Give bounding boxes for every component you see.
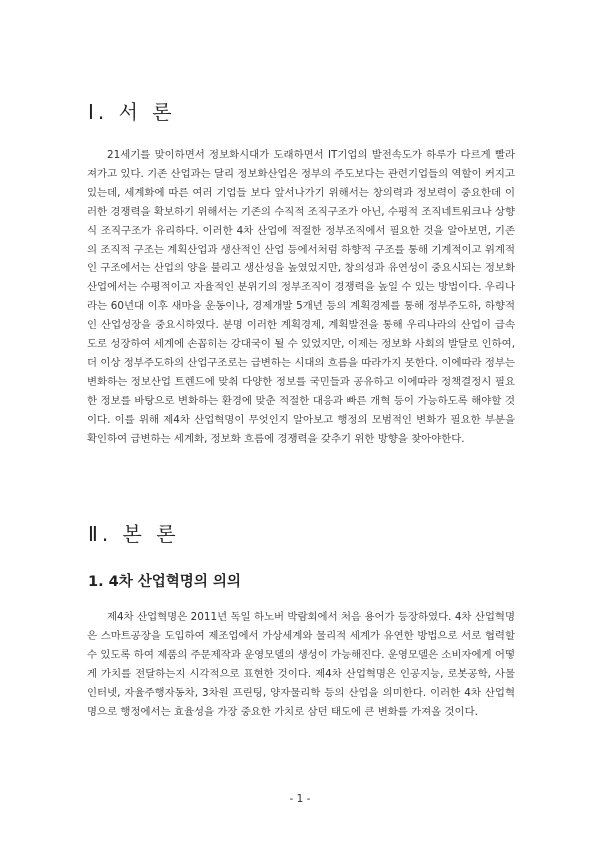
subsection-heading: 1. 4차 산업혁명의 의의 [88, 574, 241, 590]
intro-paragraph: 21세기를 맞이하면서 정보화시대가 도래하면서 IT기업의 발전속도가 하루가 다르게 빨라져가고 있다. 기존 산업과는 달리 정보화산업은 정부의 주도보다는 관련기업들의 역할이 커지고 있는데, 세계화에 따른 여러 기업들 보다 앞서나가기 위해서는 창의력과 정보력이 중요한데 이러한 경쟁력을 확보하기 위해서는 기존의 수직적 조직구조가 아닌, 수평적 조직네트워크나 상향식 조직구조가 유리하다. 이러한 4차 산업에 적절한 정부조직에서 필요한 것을 알아보면, 기존의 조직적 구조는 계획산업과 생산적인 산업 등에서처럼 하향적 구조를 통해 기계적이고 위계적인 구조에서는 산업의 양을 불리고 생산성을 높였었지만, 창의성과 유연성이 중요시되는 정보화산업에서는 수평적이고 자율적인 분위기의 정부조직이 경쟁력을 높일 수 있는 방법이다. 우리나라는 60년대 이후 새마을 운동이나, 경제개발 5개년 등의 계획경제를 통해 정부주도하, 하향적인 산업성장을 중요시하였다. 분명 이러한 계획경제, 계획발전을 통해 우리나라의 산업이 급속도로 성장하여 세계에 손꼽히는 강대국이 될 수 있었지만, 이제는 정보화 사회의 발달로 인하여, 더 이상 정부주도하의 산업구조로는 급변하는 시대의 흐름을 따라가지 못한다. 이에따라 정부는 변화하는 정보산업 트렌드에 맞춰 다양한 정보를 국민들과 공유하고 이에따라 정책결정시 필요한 정보를 바탕으로 변화하는 환경에 맞춘 적절한 대응과 빠른 개혁 등이 가능하도록 해야할 것이다. 이를 위해 제4차 산업혁명이 무엇인지 알아보고 행정의 모범적인 변화가 필요한 부분을 확인하여 급변하는 세계화, 정보화 흐름에 경쟁력을 갖추기 위한 방향을 찾아야한다. [87, 149, 515, 445]
page-number: - 1 - [289, 793, 311, 805]
section-heading-intro: Ⅰ. 서 론 [88, 100, 176, 124]
section-heading-body: Ⅱ. 본 론 [88, 522, 180, 546]
body-paragraph: 제4차 산업혁명은 2011년 독일 하노버 박람회에서 처음 용어가 등장하였다. 4차 산업혁명은 스마트공장을 도입하여 제조업에서 가상세계와 물리적 세계가 유연한 방법으로 서로 협력할 수 있도록 하여 제품의 주문제작과 운영모델의 생성이 가능해진다. 운영모델은 소비자에게 어떻게 가치를 전달하는지 시각적으로 표현한 것이다. 제4차 산업혁명은 인공지능, 로봇공학, 사물인터넷, 자율주행자동차, 3차원 프린팅, 양자물리학 등의 산업을 의미한다. 이러한 4차 산업혁명으로 행정에서는 효율성을 가장 중요한 가치로 삼던 태도에 큰 변화를 가져올 것이다. [87, 611, 515, 718]
